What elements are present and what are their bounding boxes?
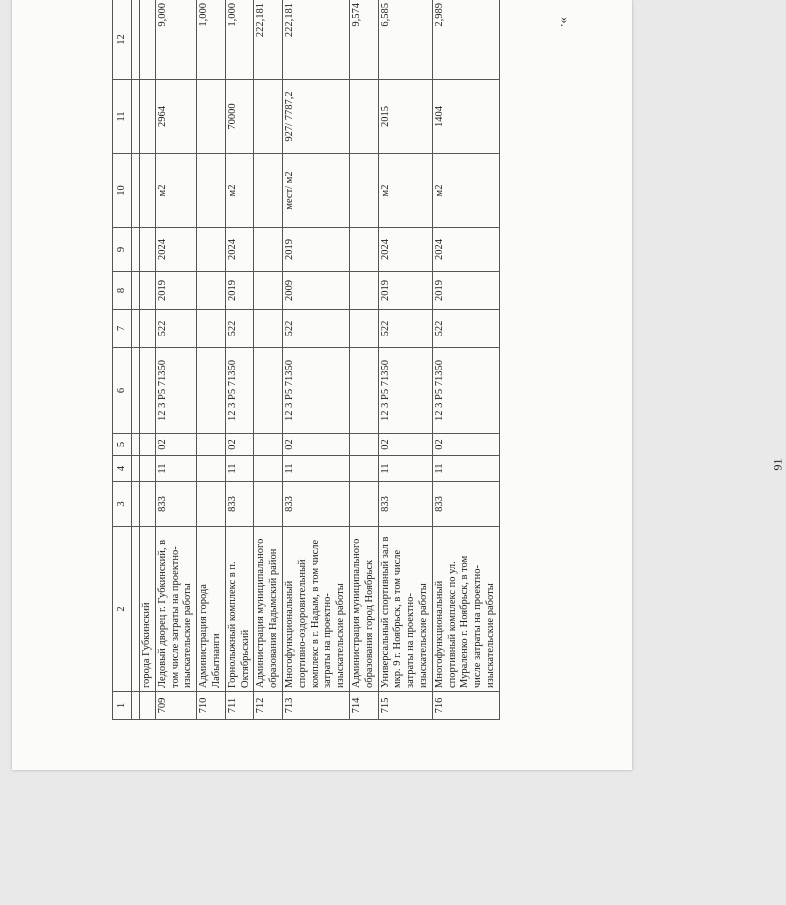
table-cell: мест/ м2 (282, 154, 349, 228)
table-row (282, 0, 349, 720)
table-cell (197, 348, 226, 434)
table-cell: 2019 (282, 228, 349, 272)
table-cell (140, 692, 156, 720)
table-cell: 11 (282, 456, 349, 482)
table-cell (197, 434, 226, 456)
column-header: 1 (113, 692, 132, 720)
table-cell: м2 (225, 154, 254, 228)
column-header: 8 (113, 272, 132, 310)
table-cell: 02 (432, 434, 499, 456)
header-row (113, 0, 132, 720)
table-cell: 714 (349, 692, 378, 720)
table-cell (349, 154, 378, 228)
table-cell: Горнолыжный комплекс в п. Октябрьский (225, 527, 254, 692)
spacer-cell (132, 272, 140, 310)
table-cell (349, 228, 378, 272)
spacer-cell (132, 228, 140, 272)
table-cell: 222,181 (282, 0, 349, 80)
table-cell: м2 (155, 154, 196, 228)
table-cell (140, 348, 156, 434)
table-cell (197, 482, 226, 527)
table-cell: 715 (378, 692, 432, 720)
table-cell (254, 272, 283, 310)
table-cell: 833 (432, 482, 499, 527)
table-cell (197, 228, 226, 272)
table-cell: 2024 (155, 228, 196, 272)
table-cell (140, 0, 156, 80)
table-cell: 70000 (225, 80, 254, 154)
table-row (225, 0, 254, 720)
spacer-row (132, 0, 140, 720)
table-cell (349, 482, 378, 527)
closing-quote: ». (557, 17, 573, 27)
table-cell: 833 (225, 482, 254, 527)
table-cell: 1404 (432, 80, 499, 154)
table-cell: 11 (225, 456, 254, 482)
document-page (12, 0, 785, 770)
table-cell (197, 456, 226, 482)
table-cell: 11 (378, 456, 432, 482)
table-cell (254, 310, 283, 348)
table-cell: 2019 (378, 272, 432, 310)
table-cell: 522 (378, 310, 432, 348)
table-cell: 2,989 (432, 0, 499, 80)
table-cell: 11 (155, 456, 196, 482)
table-cell: 522 (225, 310, 254, 348)
table-row (432, 0, 499, 720)
table-row (378, 0, 432, 720)
table-cell: 2009 (282, 272, 349, 310)
table-cell: 711 (225, 692, 254, 720)
table-cell: 6,585 (378, 0, 432, 80)
table-cell: 2019 (225, 272, 254, 310)
table-cell: 02 (378, 434, 432, 456)
table-cell: 522 (282, 310, 349, 348)
table-cell: 522 (155, 310, 196, 348)
table-cell: 222,181 (254, 0, 283, 80)
spacer-cell (132, 348, 140, 434)
table-cell: 927/ 7787,2 (282, 80, 349, 154)
table-cell: 9,574 (349, 0, 378, 80)
table-cell: 12 3 P5 71350 (225, 348, 254, 434)
table-cell: 522 (432, 310, 499, 348)
table-cell (140, 154, 156, 228)
table-cell (140, 456, 156, 482)
table-cell: Многофункциональный спортивный комплекс по ул. Мураленко г. Ноябрьск, в том числе затраты на проектно-изыскательские работы (432, 527, 499, 692)
table-cell: 1,000 (197, 0, 226, 80)
table-cell: Универсальный спортивный зал в мкр. 9 г. Ноябрьск, в том числе затраты на проектно-изыскательские работы (378, 527, 432, 692)
table-cell: 2019 (432, 272, 499, 310)
table-cell: 2019 (155, 272, 196, 310)
table-cell: 833 (282, 482, 349, 527)
spacer-cell (132, 482, 140, 527)
table-row (155, 0, 196, 720)
table-cell: города Губкинский (140, 527, 156, 692)
column-header: 2 (113, 527, 132, 692)
table-cell: 833 (378, 482, 432, 527)
table-cell (140, 272, 156, 310)
table-cell (197, 272, 226, 310)
table-row (140, 0, 156, 720)
table-row (349, 0, 378, 720)
column-header: 6 (113, 348, 132, 434)
spacer-cell (132, 434, 140, 456)
column-header: 3 (113, 482, 132, 527)
table-cell (197, 154, 226, 228)
table-cell: Многофункциональный спортивно-оздоровительный комплекс в г. Надым, в том числе затраты на проектно-изыскательские работы (282, 527, 349, 692)
table-cell (254, 80, 283, 154)
column-header: 7 (113, 310, 132, 348)
table-cell: 712 (254, 692, 283, 720)
table-cell: 2024 (378, 228, 432, 272)
table-body (113, 0, 500, 720)
table-cell: Ледовый дворец г. Губкинский, в том числе затраты на проектно-изыскательские работы (155, 527, 196, 692)
table-cell: Администрация муниципального образования город Ноябрьск (349, 527, 378, 692)
table-cell: 710 (197, 692, 226, 720)
table-cell (254, 434, 283, 456)
table-cell (254, 154, 283, 228)
table-cell (140, 228, 156, 272)
table-cell: 2964 (155, 80, 196, 154)
table-cell (140, 482, 156, 527)
table-cell (140, 310, 156, 348)
table-cell (254, 348, 283, 434)
table-cell (254, 228, 283, 272)
table-cell: 11 (432, 456, 499, 482)
table-cell (254, 456, 283, 482)
table-row (197, 0, 226, 720)
table-cell: 713 (282, 692, 349, 720)
spacer-cell (132, 80, 140, 154)
table-cell (140, 434, 156, 456)
table-cell (349, 310, 378, 348)
table-cell (254, 482, 283, 527)
table-cell (349, 434, 378, 456)
table-cell: м2 (432, 154, 499, 228)
page-number: 91 (770, 458, 785, 471)
table-cell: 2024 (432, 228, 499, 272)
table-cell (349, 348, 378, 434)
table-cell: Администрация муниципального образования Надымский район (254, 527, 283, 692)
spacer-cell (132, 527, 140, 692)
spacer-cell (132, 0, 140, 80)
spacer-cell (132, 154, 140, 228)
table-cell: 9,000 (155, 0, 196, 80)
column-header: 10 (113, 154, 132, 228)
table-cell (197, 80, 226, 154)
budget-table (112, 0, 500, 720)
table-row (254, 0, 283, 720)
table-cell: 12 3 P5 71350 (378, 348, 432, 434)
table-cell: 12 3 P5 71350 (282, 348, 349, 434)
table-cell: 02 (155, 434, 196, 456)
table-cell: 709 (155, 692, 196, 720)
table-cell: 2015 (378, 80, 432, 154)
table-cell: 2024 (225, 228, 254, 272)
table-cell (349, 272, 378, 310)
table-cell (349, 456, 378, 482)
column-header: 11 (113, 80, 132, 154)
table-cell: 716 (432, 692, 499, 720)
spacer-cell (132, 456, 140, 482)
table-cell: Администрация города Лабытнанги (197, 527, 226, 692)
table-cell: м2 (378, 154, 432, 228)
table-cell: 02 (225, 434, 254, 456)
table-cell: 12 3 P5 71350 (432, 348, 499, 434)
spacer-cell (132, 310, 140, 348)
column-header: 4 (113, 456, 132, 482)
spacer-cell (132, 692, 140, 720)
table-cell: 02 (282, 434, 349, 456)
table-cell: 833 (155, 482, 196, 527)
table-cell (140, 80, 156, 154)
table-cell: 12 3 P5 71350 (155, 348, 196, 434)
table-cell (349, 80, 378, 154)
column-header: 12 (113, 0, 132, 80)
column-header: 9 (113, 228, 132, 272)
column-header: 5 (113, 434, 132, 456)
rotated-content (112, 0, 557, 720)
table-cell: 1,000 (225, 0, 254, 80)
table-cell (197, 310, 226, 348)
